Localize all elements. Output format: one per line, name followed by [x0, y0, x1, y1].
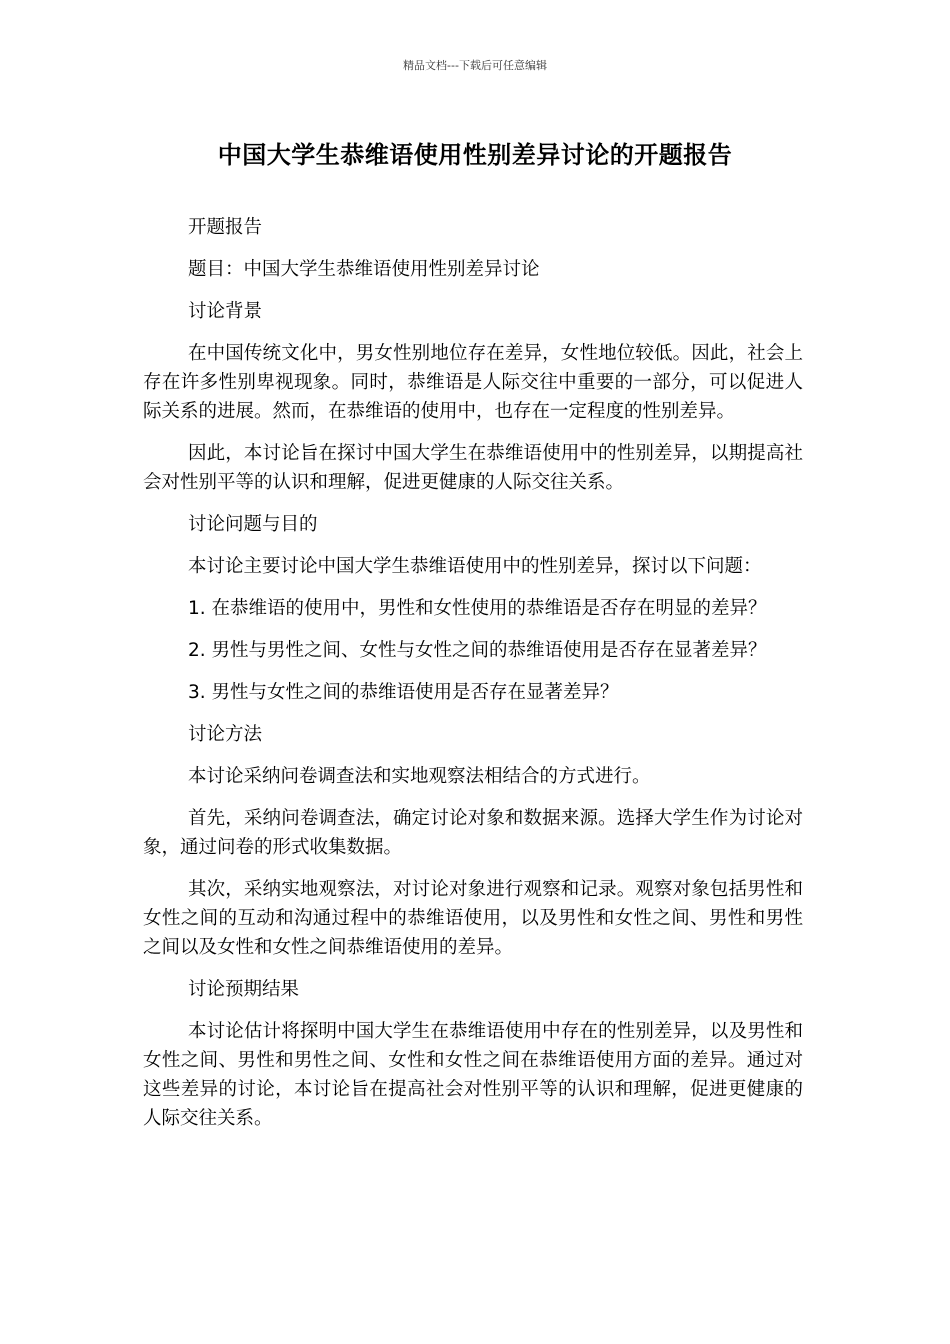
question-item-1: 1. 在恭维语的使用中，男性和女性使用的恭维语是否存在明显的差异？	[188, 598, 767, 619]
background-paragraph-2: 因此，本讨论旨在探讨中国大学生在恭维语使用中的性别差异，以期提高社会对性别平等的认识和理解，促进更健康的人际交往关系。	[143, 443, 803, 493]
expected-results-paragraph: 本讨论估计将探明中国大学生在恭维语使用中存在的性别差异，以及男性和女性之间、男性和男性之间、女性和女性之间在恭维语使用方面的差异。通过对这些差异的讨论，本讨论旨在提高社会对性别平等的认识和理解，促进更健康的人际交往关系。	[143, 1021, 803, 1129]
topic-line: 题目：中国大学生恭维语使用性别差异讨论	[188, 259, 540, 280]
methods-paragraph-2: 首先，采纳问卷调查法，确定讨论对象和数据来源。选择大学生作为讨论对象，通过问卷的形式收集数据。	[143, 808, 803, 858]
section-heading-background: 讨论背景	[188, 301, 263, 322]
questions-intro: 本讨论主要讨论中国大学生恭维语使用中的性别差异，探讨以下问题：	[188, 556, 762, 577]
methods-paragraph-1: 本讨论采纳问卷调查法和实地观察法相结合的方式进行。	[188, 766, 651, 787]
document-body	[143, 213, 803, 1146]
section-heading-questions: 讨论问题与目的	[188, 514, 318, 535]
section-heading-expected-results: 讨论预期结果	[188, 979, 300, 1000]
section-label-report: 开题报告	[188, 217, 263, 238]
background-paragraph-1: 在中国传统文化中，男女性别地位存在差异，女性地位较低。因此，社会上存在许多性别卑视现象。同时，恭维语是人际交往中重要的一部分，可以促进人际关系的进展。然而，在恭维语的使用中，也存在一定程度的性别差异。	[143, 343, 803, 422]
header-note: 精品文档---下载后可任意编辑	[403, 59, 547, 72]
question-item-3: 3. 男性与女性之间的恭维语使用是否存在显著差异？	[188, 682, 619, 703]
question-item-2: 2. 男性与男性之间、女性与女性之间的恭维语使用是否存在显著差异？	[188, 640, 767, 661]
methods-paragraph-3: 其次，采纳实地观察法，对讨论对象进行观察和记录。观察对象包括男性和女性之间的互动和沟通过程中的恭维语使用，以及男性和女性之间、男性和男性之间以及女性和女性之间恭维语使用的差异。	[143, 879, 803, 958]
section-heading-methods: 讨论方法	[188, 724, 263, 745]
document-title: 中国大学生恭维语使用性别差异讨论的开题报告	[217, 141, 733, 169]
